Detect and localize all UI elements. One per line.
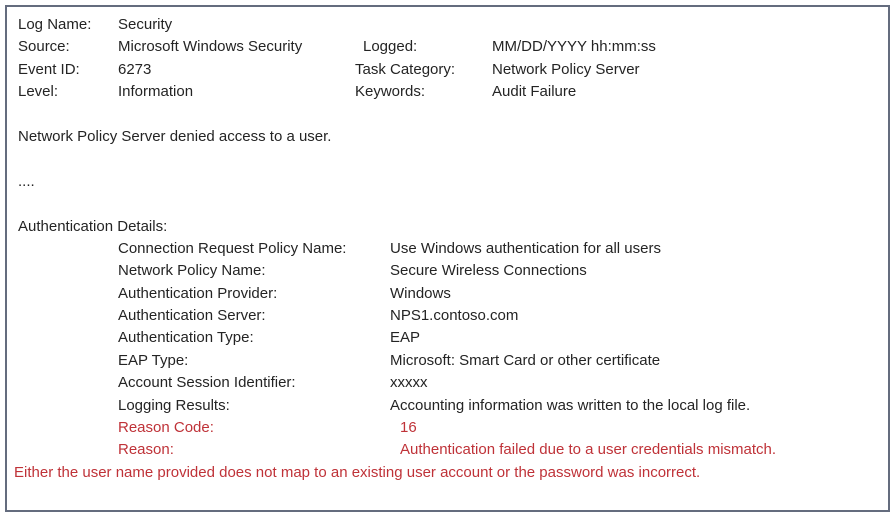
source-value: Microsoft Windows Security [118, 38, 303, 56]
detail-row-connection-request-policy-name [18, 238, 876, 260]
header-row-source [18, 36, 876, 58]
ellipsis-text: .... [18, 172, 35, 190]
detail-row-network-policy-name [18, 260, 876, 282]
auth-details-heading: Authentication Details: [18, 217, 168, 235]
detail-row-authentication-type [18, 327, 876, 349]
header-row-level [18, 81, 876, 103]
detail-label: Authentication Provider: [118, 284, 278, 302]
level-label: Level: [18, 83, 59, 101]
detail-row-eap-type [18, 350, 876, 372]
detail-label: Authentication Server: [118, 307, 266, 325]
detail-row-reason [18, 439, 876, 461]
detail-value: xxxxx [390, 374, 428, 392]
event-description: Network Policy Server denied access to a user. [18, 127, 332, 145]
detail-row-account-session-identifier [18, 372, 876, 394]
detail-value: Secure Wireless Connections [390, 262, 587, 280]
detail-value: Use Windows authentication for all users [390, 239, 661, 257]
detail-row-authentication-server [18, 305, 876, 327]
detail-row-logging-results [18, 395, 876, 417]
detail-value: NPS1.contoso.com [390, 307, 519, 325]
detail-label: Authentication Type: [118, 329, 254, 347]
detail-value: Accounting information was written to the local log file. [390, 396, 751, 414]
logged-label: Logged: [363, 38, 418, 56]
detail-label: Account Session Identifier: [118, 374, 296, 392]
detail-value: Authentication failed due to a user credentials mismatch. [400, 441, 777, 459]
error-note: Either the user name provided does not map to an existing user account or the password was incorrect. [14, 463, 701, 481]
log-name-value: Security [118, 16, 173, 33]
logged-value: MM/DD/YYYY hh:mm:ss [492, 38, 656, 56]
detail-label: Network Policy Name: [118, 262, 266, 280]
detail-label: Logging Results: [118, 396, 230, 414]
detail-label: Connection Request Policy Name: [118, 239, 347, 257]
log-name-label: Log Name: [18, 16, 92, 33]
event-header [18, 14, 876, 104]
detail-value: Microsoft: Smart Card or other certificate [390, 351, 661, 369]
keywords-value: Audit Failure [492, 83, 577, 101]
auth-details-list [18, 238, 876, 462]
header-row-log-name [18, 14, 876, 36]
detail-row-authentication-provider [18, 283, 876, 305]
detail-label: Reason: [118, 441, 174, 459]
detail-value: EAP [390, 329, 421, 347]
event-log-panel [5, 5, 890, 512]
detail-label: Reason Code: [118, 419, 214, 437]
event-id-label: Event ID: [18, 60, 80, 78]
header-row-event-id [18, 59, 876, 81]
keywords-label: Keywords: [355, 83, 426, 101]
detail-value: Windows [390, 284, 451, 302]
task-category-label: Task Category: [355, 60, 456, 78]
detail-label: EAP Type: [118, 351, 189, 369]
detail-value: 16 [400, 419, 417, 437]
detail-row-reason-code [18, 417, 876, 439]
task-category-value: Network Policy Server [492, 60, 640, 78]
event-id-value: 6273 [118, 60, 152, 78]
source-label: Source: [18, 38, 70, 56]
level-value: Information [118, 83, 194, 101]
